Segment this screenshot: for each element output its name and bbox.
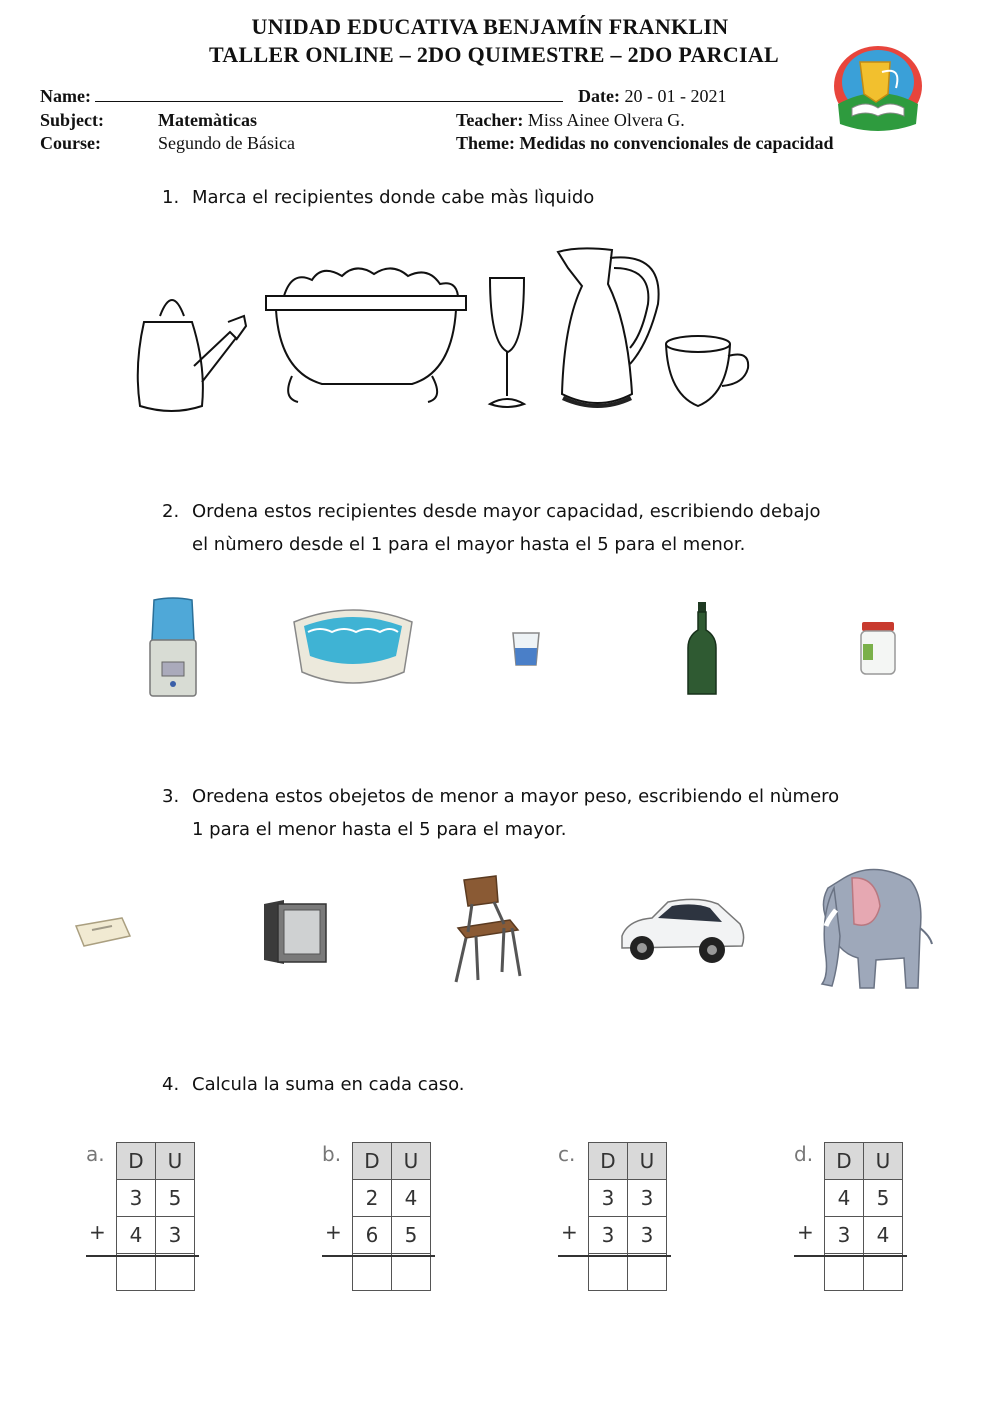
water-dispenser-icon[interactable]	[146, 596, 200, 700]
question-number: 1.	[162, 187, 180, 208]
pitcher-icon[interactable]	[548, 244, 666, 414]
top-tens: 3	[117, 1180, 156, 1217]
top-tens: 2	[353, 1180, 392, 1217]
bottom-tens: 3	[589, 1217, 628, 1254]
question-3	[162, 780, 839, 846]
units-header: U	[156, 1143, 195, 1180]
sum-table	[588, 1142, 667, 1291]
bottom-tens: 6	[353, 1217, 392, 1254]
sum-line	[322, 1255, 435, 1257]
top-units: 4	[392, 1180, 431, 1217]
glass-icon[interactable]	[510, 630, 542, 668]
course-value: Segundo de Básica	[158, 133, 295, 153]
course-label: Course:	[40, 133, 101, 153]
theme-label: Theme:	[456, 133, 515, 153]
answer-units-cell[interactable]	[392, 1254, 431, 1291]
question-number: 4.	[162, 1074, 180, 1095]
question-text: Calcula la suma en cada caso.	[192, 1074, 465, 1095]
question-text: Marca el recipientes donde cabe màs lìquido	[192, 187, 595, 208]
answer-tens-cell[interactable]	[353, 1254, 392, 1291]
sum-line	[86, 1255, 199, 1257]
date-label: Date:	[578, 86, 620, 106]
sum-table	[824, 1142, 903, 1291]
sum-table	[352, 1142, 431, 1291]
name-row	[40, 86, 563, 107]
top-units: 5	[156, 1180, 195, 1217]
question-number: 2.	[162, 501, 180, 522]
elephant-icon[interactable]	[814, 866, 936, 994]
sum-letter: d.	[794, 1142, 814, 1166]
workshop-title: TALLER ONLINE – 2DO QUIMESTRE – 2DO PARCIAL	[208, 42, 780, 67]
theme-row	[456, 133, 834, 154]
tens-header: D	[589, 1143, 628, 1180]
units-header: U	[392, 1143, 431, 1180]
answer-tens-cell[interactable]	[825, 1254, 864, 1291]
question-2	[162, 495, 821, 561]
top-units: 3	[628, 1180, 667, 1217]
theme-value: Medidas no convencionales de capacidad	[519, 133, 834, 153]
plus-sign: +	[89, 1220, 106, 1244]
teacher-label: Teacher:	[456, 110, 524, 130]
school-logo-icon	[830, 42, 926, 138]
sum-letter: b.	[322, 1142, 342, 1166]
sum-c	[558, 1142, 698, 1312]
plus-sign: +	[325, 1220, 342, 1244]
sum-letter: c.	[558, 1142, 576, 1166]
sum-d	[794, 1142, 934, 1312]
bottom-units: 4	[864, 1217, 903, 1254]
subject-label: Subject:	[40, 110, 104, 130]
tens-header: D	[117, 1143, 156, 1180]
bottom-units: 3	[628, 1217, 667, 1254]
units-header: U	[628, 1143, 667, 1180]
tens-header: D	[353, 1143, 392, 1180]
eraser-icon[interactable]	[74, 916, 132, 948]
question-text: Ordena estos recipientes desde mayor capacidad, escribiendo debajo	[192, 501, 821, 522]
tens-header: D	[825, 1143, 864, 1180]
bottle-icon[interactable]	[686, 600, 718, 698]
car-icon[interactable]	[618, 894, 748, 966]
question-text-continued: 1 para el menor hasta el 5 para el mayor.	[192, 819, 567, 840]
cup-icon[interactable]	[664, 334, 752, 410]
answer-units-cell[interactable]	[156, 1254, 195, 1291]
pool-bathtub-icon[interactable]	[290, 602, 416, 694]
question-1	[162, 181, 594, 214]
plus-sign: +	[561, 1220, 578, 1244]
school-title: UNIDAD EDUCATIVA BENJAMÍN FRANKLIN	[251, 14, 729, 39]
sum-letter: a.	[86, 1142, 105, 1166]
sum-line	[558, 1255, 671, 1257]
wine-glass-icon[interactable]	[486, 274, 528, 410]
top-tens: 4	[825, 1180, 864, 1217]
question-number: 3.	[162, 786, 180, 807]
bottom-units: 3	[156, 1217, 195, 1254]
sum-table	[116, 1142, 195, 1291]
question-text-continued: el nùmero desde el 1 para el mayor hasta el 5 para el menor.	[192, 534, 746, 555]
sum-b	[322, 1142, 462, 1312]
answer-tens-cell[interactable]	[117, 1254, 156, 1291]
answer-units-cell[interactable]	[864, 1254, 903, 1291]
chair-icon[interactable]	[452, 876, 524, 986]
units-header: U	[864, 1143, 903, 1180]
jar-icon[interactable]	[858, 620, 898, 676]
bottom-tens: 3	[825, 1217, 864, 1254]
date-value: 20 - 01 - 2021	[624, 86, 727, 106]
answer-units-cell[interactable]	[628, 1254, 667, 1291]
watering-can-icon[interactable]	[132, 286, 248, 416]
television-icon[interactable]	[262, 898, 328, 966]
bottom-units: 5	[392, 1217, 431, 1254]
question-4	[162, 1068, 465, 1101]
top-units: 5	[864, 1180, 903, 1217]
teacher-value: Miss Ainee Olvera G.	[527, 110, 685, 130]
top-tens: 3	[589, 1180, 628, 1217]
question-text: Oredena estos obejetos de menor a mayor peso, escribiendo el nùmero	[192, 786, 840, 807]
date-row	[578, 86, 726, 107]
bathtub-icon[interactable]	[262, 262, 470, 408]
name-label: Name:	[40, 86, 91, 106]
bottom-tens: 4	[117, 1217, 156, 1254]
sum-line	[794, 1255, 907, 1257]
subject-value: Matemàticas	[158, 110, 257, 130]
answer-tens-cell[interactable]	[589, 1254, 628, 1291]
plus-sign: +	[797, 1220, 814, 1244]
teacher-row	[456, 110, 685, 131]
name-blank-line[interactable]	[95, 87, 563, 102]
sum-a	[86, 1142, 226, 1312]
